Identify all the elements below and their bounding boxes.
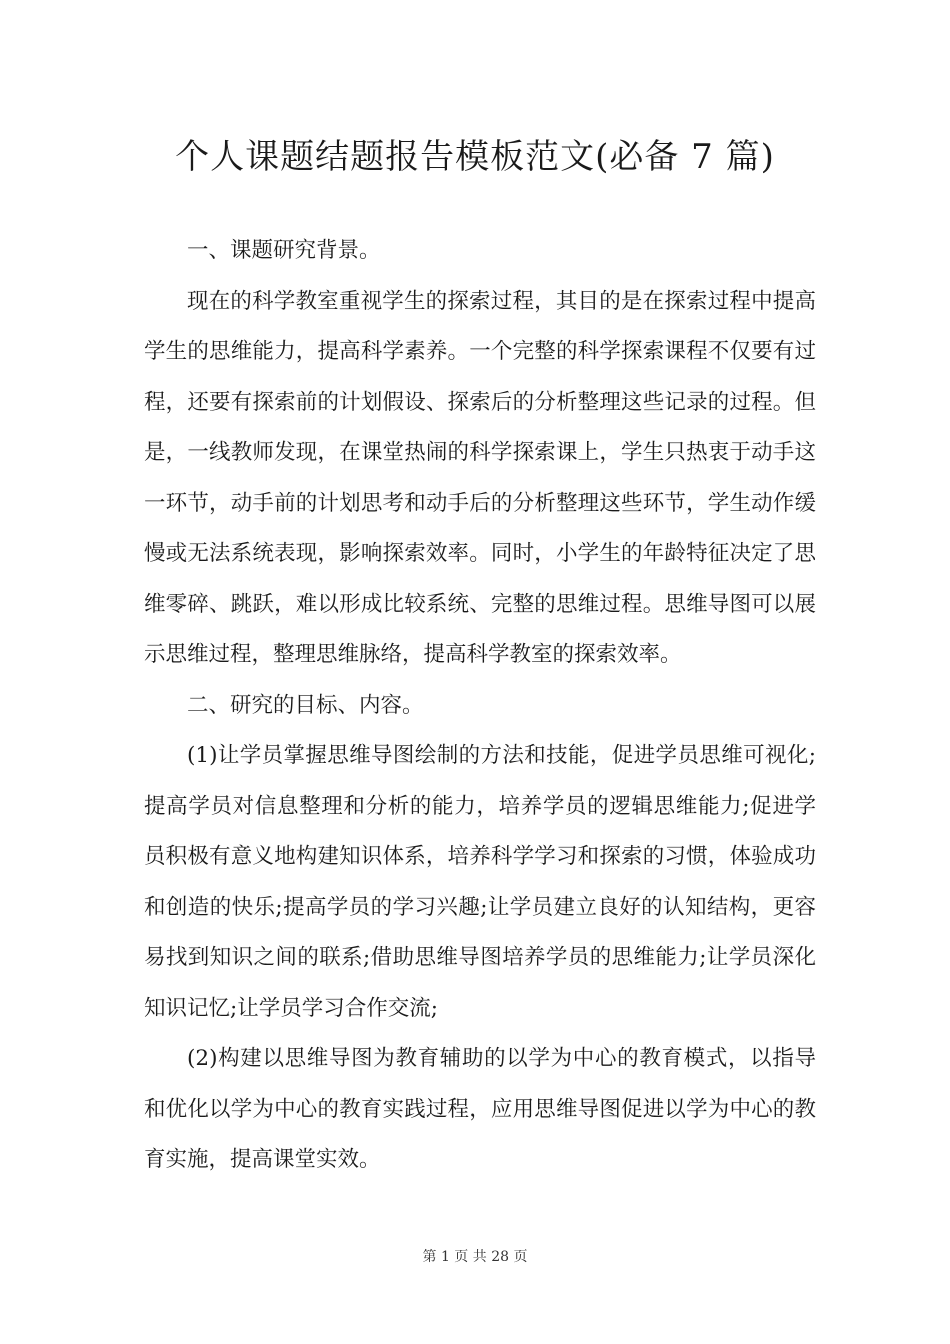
document-title: 个人课题结题报告模板范文(必备 7 篇) <box>175 137 775 177</box>
document-body <box>144 226 816 1186</box>
paragraph-background: 现在的科学教室重视学生的探索过程，其目的是在探索过程中提高学生的思维能力，提高科学素养。一个完整的科学探索课程不仅要有过程，还要有探索前的计划假设、探索后的分析整理这些记录的过程。但是，一线教师发现，在课堂热闹的科学探索课上，学生只热衷于动手这一环节，动手前的计划思考和动手后的分析整理这些环节，学生动作缓慢或无法系统表现，影响探索效率。同时，小学生的年龄特征决定了思维零碎、跳跃，难以形成比较系统、完整的思维过程。思维导图可以展示思维过程，整理思维脉络，提高科学教室的探索效率。 <box>144 288 816 667</box>
paragraph-goal-1: (1)让学员掌握思维导图绘制的方法和技能，促进学员思维可视化;提高学员对信息整理和分析的能力，培养学员的逻辑思维能力;促进学员积极有意义地构建知识体系，培养科学学习和探索的习惯，体验成功和创造的快乐;提高学员的学习兴趣;让学员建立良好的认知结构，更容易找到知识之间的联系;借助思维导图培养学员的思维能力;让学员深化知识记忆;让学员学习合作交流; <box>144 743 816 1021</box>
page-number-footer: 第 1 页 共 28 页 <box>422 1249 528 1265</box>
paragraph-goal-2: (2)构建以思维导图为教育辅助的以学为中心的教育模式，以指导和优化以学为中心的教育实践过程，应用思维导图促进以学为中心的教育实施，提高课堂实效。 <box>144 1046 816 1172</box>
section-heading-background: 一、课题研究背景。 <box>187 238 381 263</box>
section-heading-goals: 二、研究的目标、内容。 <box>187 692 424 718</box>
